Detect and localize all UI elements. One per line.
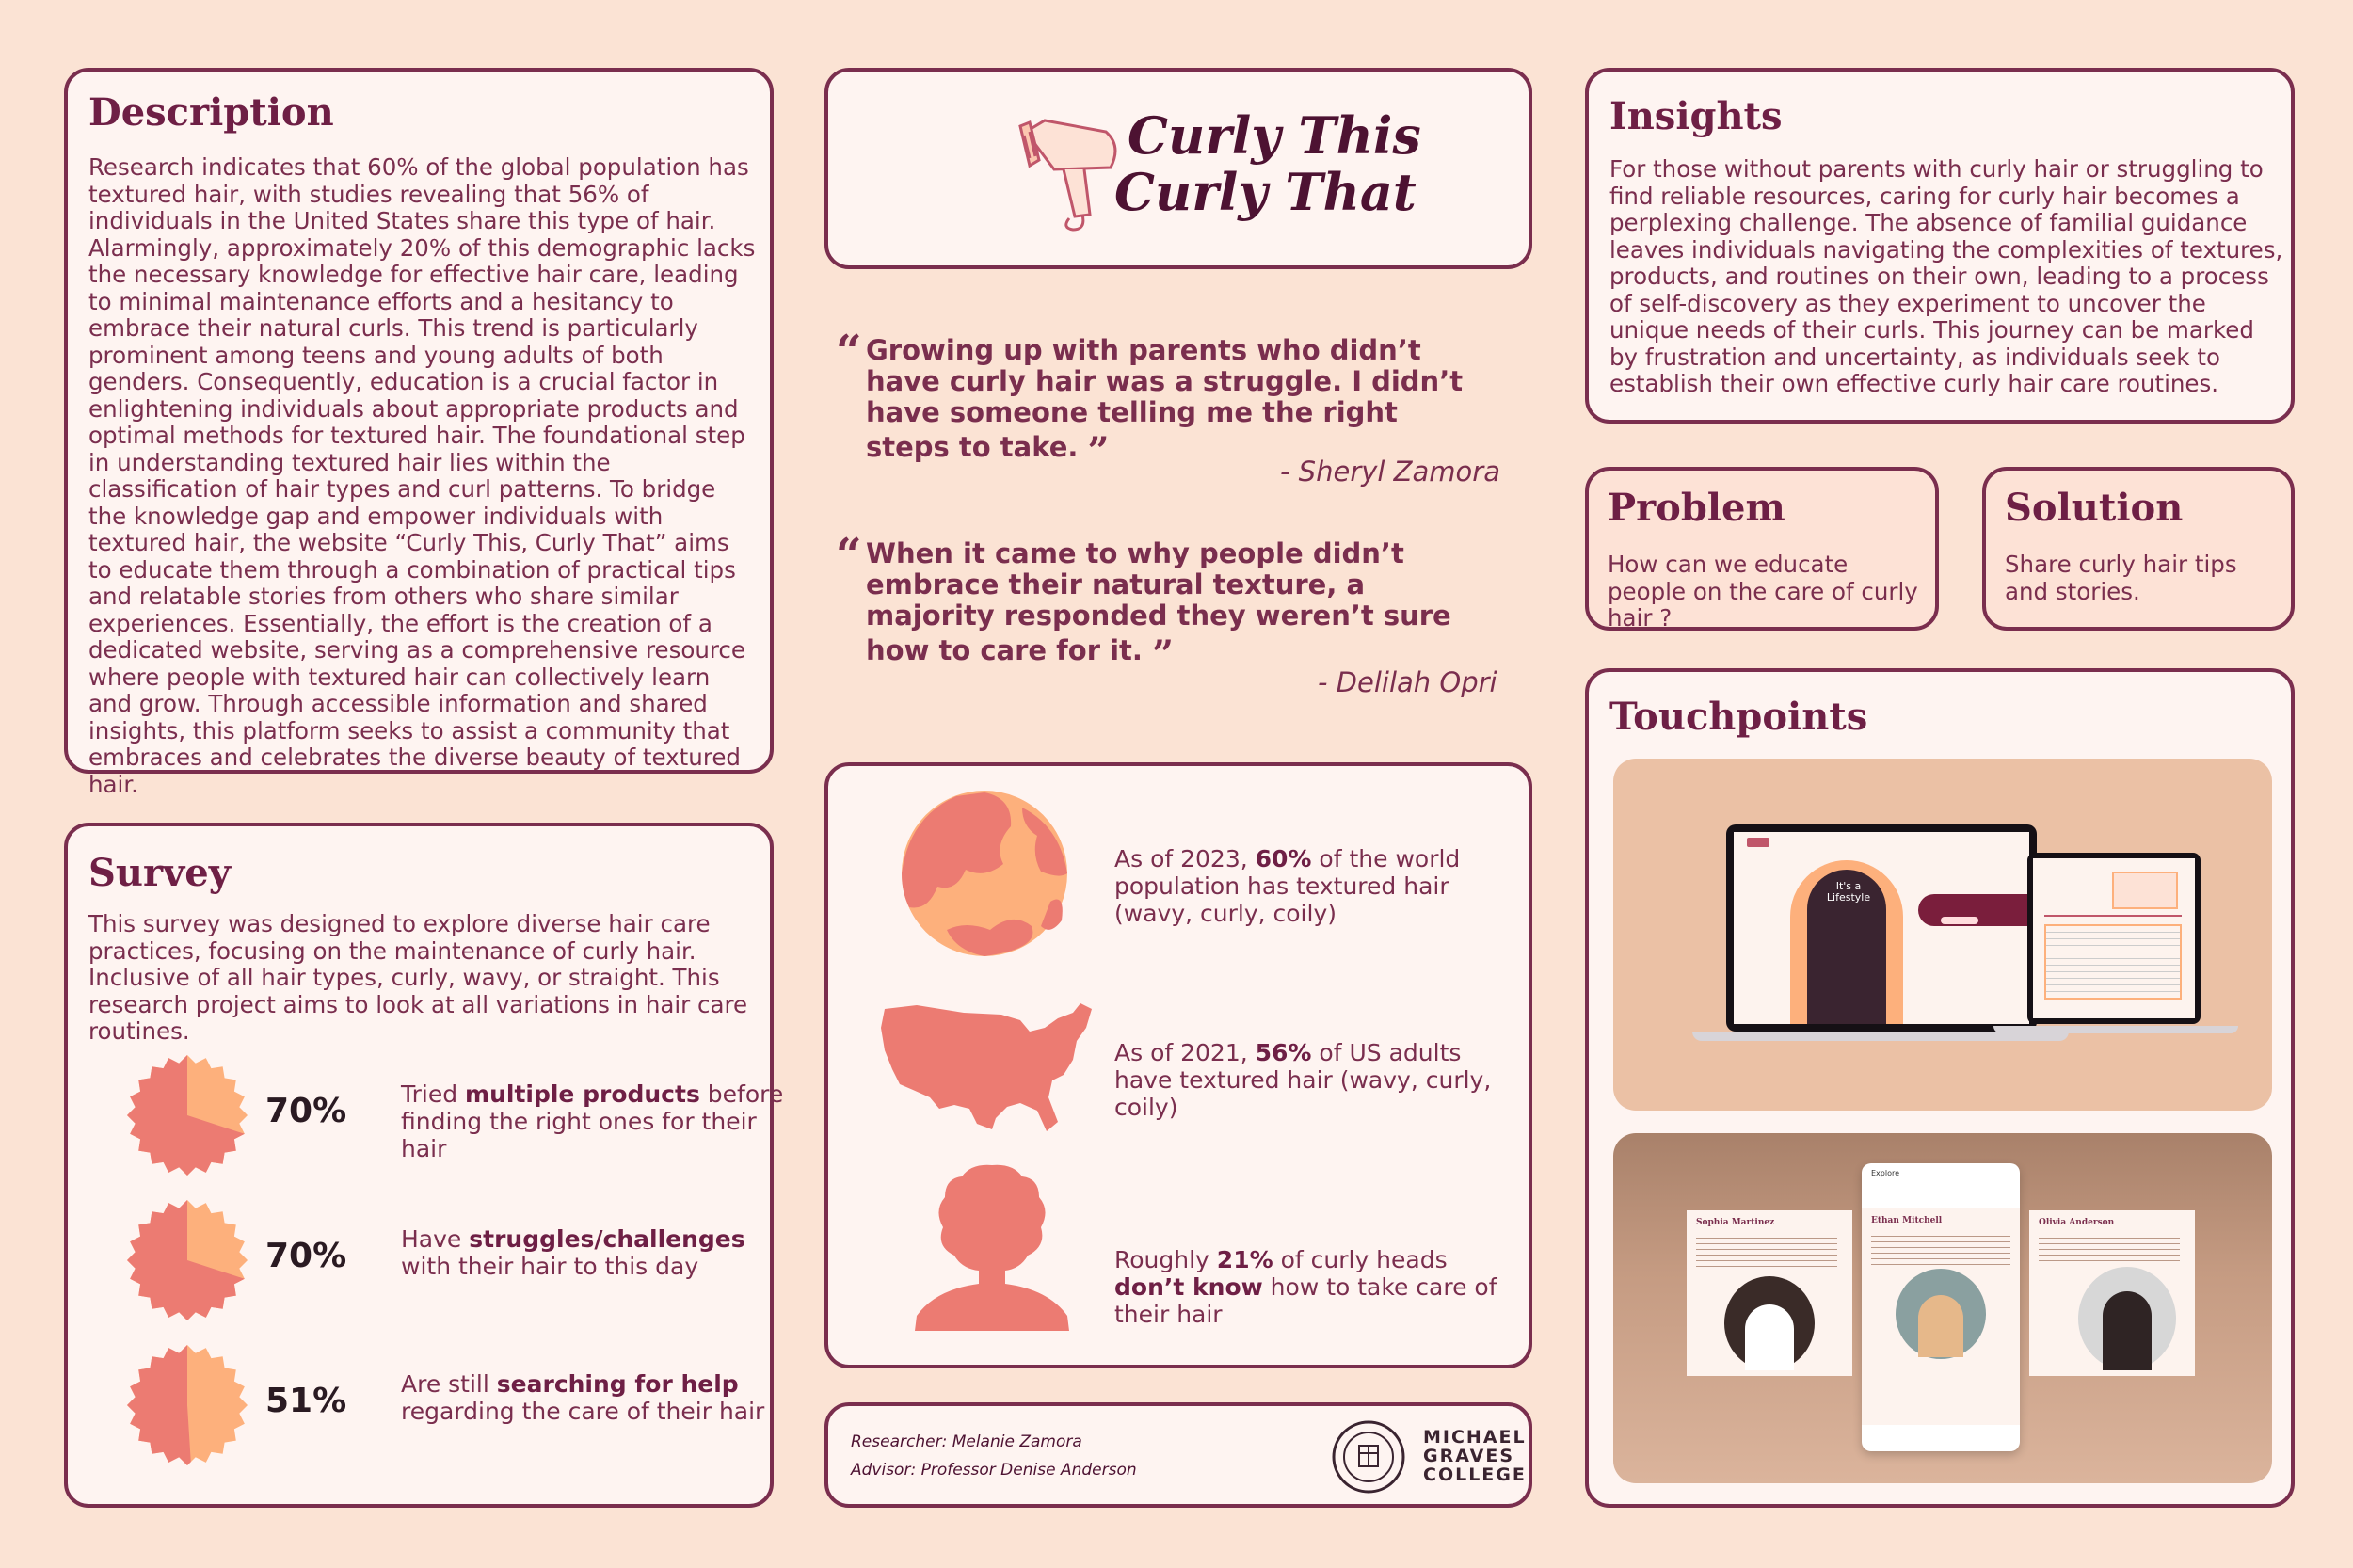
- insights-text: For those without parents with curly hair or struggling to find reliable resources, caring for curly hair becomes a perplexing challenge. The absence of familial guidance leaves individuals navigating the complexities of textures, products, and routines on their own, leading to a process of self-discovery as they experiment to uncover the unique needs of their curls. This journey can be marked by frustration and uncertainty, as individuals seek to establish their own effective curly hair care routines.: [1609, 155, 2283, 397]
- hair-dryer-icon: [1016, 104, 1129, 235]
- fact-text: As of 2021, 56% of US adults have textured hair (wavy, curly, coily): [1114, 1039, 1492, 1121]
- survey-card: [64, 823, 784, 1508]
- problem-card: [1585, 467, 1939, 631]
- solution-text: Share curly hair tips and stories.: [2005, 551, 2237, 605]
- quote-2: [836, 529, 1513, 708]
- solution-card: [1982, 467, 2295, 631]
- problem-text: How can we educate people on the care of curly hair ?: [1608, 551, 1918, 632]
- touchpoints-heading: Touchpoints: [1609, 695, 1868, 739]
- tablet-mockup: [2027, 853, 2201, 1024]
- post-author: Ethan Mitchell: [1871, 1216, 1943, 1225]
- survey-stat-percent: 70%: [265, 1092, 347, 1130]
- college-name-line-2: GRAVES: [1423, 1446, 1515, 1466]
- college-name-line-1: MICHAEL: [1423, 1427, 1527, 1448]
- credits-bar: [824, 1402, 1532, 1508]
- survey-stat-text: Tried multiple products before finding the right ones for their hair: [401, 1080, 784, 1162]
- post-author: Sophia Martinez: [1696, 1218, 1775, 1227]
- survey-heading: Survey: [88, 851, 231, 895]
- insights-card: [1585, 68, 2295, 424]
- survey-stat-text: Have struggles/challenges with their hair to this day: [401, 1225, 745, 1280]
- survey-stat-percent: 70%: [265, 1237, 347, 1275]
- usa-map-icon: [879, 1000, 1097, 1135]
- title-line-1: Curly This: [1128, 105, 1421, 166]
- social-post: [1687, 1210, 1852, 1376]
- problem-heading: Problem: [1608, 486, 1785, 530]
- survey-stat-row: [124, 1052, 784, 1175]
- university-seal-icon: [1331, 1419, 1406, 1495]
- site-hero-text: It's a Lifestyle: [1826, 880, 1871, 904]
- title-card: [824, 68, 1532, 269]
- college-name-line-3: COLLEGE: [1423, 1464, 1527, 1485]
- survey-stat-text: Are still searching for help regarding the care of their hair: [401, 1370, 765, 1425]
- globe-icon: [900, 789, 1069, 958]
- laptop-mockup: [1726, 824, 2037, 1032]
- quote-author: - Delilah Opri: [1318, 666, 1497, 698]
- phone-mockup: [1862, 1163, 2020, 1451]
- solution-heading: Solution: [2005, 486, 2184, 530]
- close-quote-icon: ”: [1087, 429, 1110, 473]
- survey-stat-row: [124, 1197, 764, 1320]
- open-quote-icon: “: [836, 529, 862, 582]
- quote-text: When it came to why people didn’t embrace their natural texture, a majority responded they weren’t sure how to care for it. ”: [866, 537, 1451, 677]
- badge-pie-icon: [124, 1342, 250, 1468]
- badge-pie-icon: [124, 1197, 250, 1323]
- close-quote-icon: ”: [1152, 632, 1175, 677]
- social-post: [2029, 1210, 2195, 1376]
- advisor-name: Advisor: Professor Denise Anderson: [851, 1461, 1137, 1480]
- touchpoints-card: [1585, 668, 2295, 1508]
- quote-1: [836, 326, 1513, 488]
- description-text: Research indicates that 60% of the global population has textured hair, with studies revealing that 56% of individuals in the United States share this type of hair. Alarmingly, approximately 20% of this demographic lacks the necessary knowledge for effective hair care, leading to minimal maintenance efforts and a hesitancy to embrace their natural curls. This trend is particularly prominent among teens and young adults of both genders. Consequently, education is a crucial factor in enlightening individuals about appropriate products and optimal methods for textured hair. The foundational step in understanding textured hair lies within the classification of hair types and curl patterns. To bridge the knowledge gap and empower individuals with textured hair, the website “Curly This, Curly That” aims to educate them through a combination of practical tips and relatable stories from others who share similar experiences. Essentially, the effort is the creation of a dedicated website, serving as a comprehensive resource where people with textured hair can collectively learn and grow. Through accessible information and shared insights, this platform seeks to assist a community that embraces and celebrates the diverse beauty of textured hair.: [88, 153, 756, 798]
- curly-person-icon: [907, 1161, 1077, 1331]
- phone-header: Explore: [1871, 1169, 1900, 1177]
- quote-text: Growing up with parents who didn’t have curly hair was a struggle. I didn’t have someone telling me the right steps to take. ”: [866, 334, 1464, 473]
- description-card: [64, 68, 774, 798]
- quote-author: - Sheryl Zamora: [1280, 456, 1500, 488]
- insights-heading: Insights: [1609, 94, 1783, 138]
- description-heading: Description: [88, 90, 334, 135]
- researcher-name: Researcher: Melanie Zamora: [851, 1432, 1082, 1451]
- fact-text: Roughly 21% of curly heads don’t know how to take care of their hair: [1114, 1246, 1497, 1328]
- social-mockup-panel: [1613, 1133, 2272, 1483]
- badge-pie-icon: [124, 1052, 250, 1178]
- website-mockup-panel: [1613, 759, 2272, 1111]
- fact-text: As of 2023, 60% of the world population has textured hair (wavy, curly, coily): [1114, 845, 1461, 927]
- survey-stat-row: [124, 1342, 764, 1464]
- post-author: Olivia Anderson: [2039, 1218, 2115, 1227]
- facts-card: [824, 762, 1532, 1368]
- survey-intro: This survey was designed to explore diverse hair care practices, focusing on the maintenance of curly hair. Inclusive of all hair types, curly, wavy, or straight. This research project aims to look at all variations in hair care routines.: [88, 910, 748, 1045]
- survey-stat-percent: 51%: [265, 1382, 347, 1420]
- open-quote-icon: “: [836, 326, 862, 378]
- badge-slice: [124, 1342, 191, 1468]
- title-line-2: Curly That: [1114, 162, 1417, 222]
